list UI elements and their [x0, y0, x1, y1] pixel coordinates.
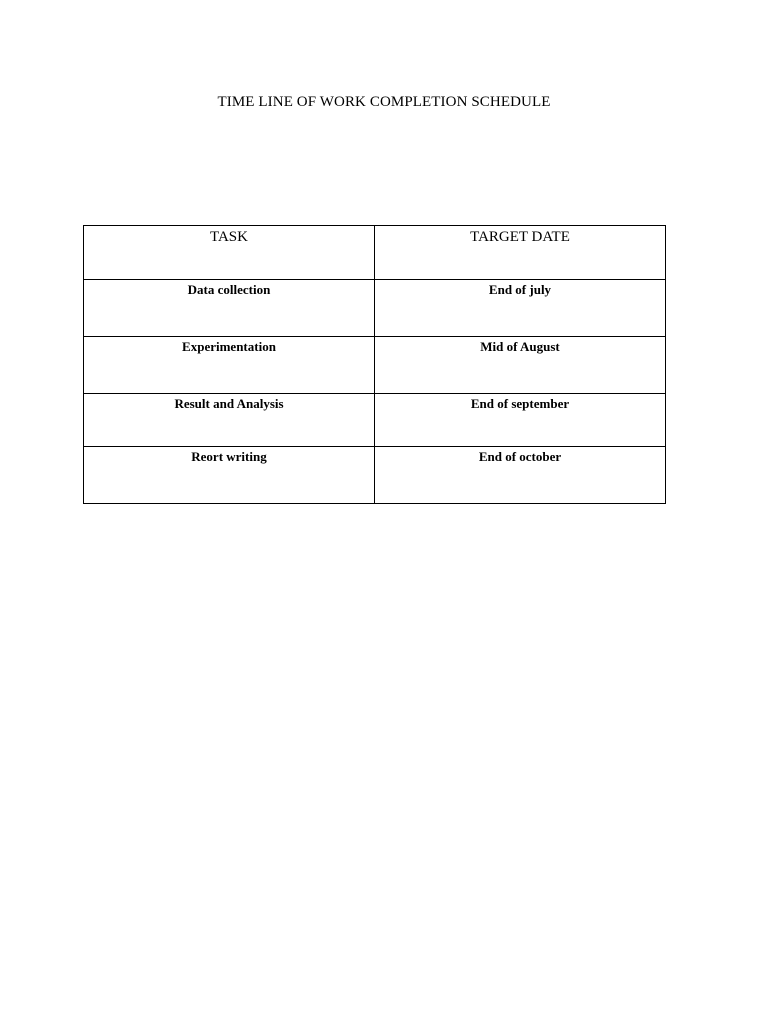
- task-cell: Result and Analysis: [84, 394, 375, 447]
- task-cell: Reort writing: [84, 447, 375, 504]
- page-title: TIME LINE OF WORK COMPLETION SCHEDULE: [217, 94, 551, 110]
- target-date-cell: End of september: [375, 394, 666, 447]
- target-date-cell: End of july: [375, 280, 666, 337]
- target-date-cell: Mid of August: [375, 337, 666, 394]
- task-cell: Experimentation: [84, 337, 375, 394]
- table-row: [84, 394, 666, 447]
- header-task: TASK: [84, 226, 375, 280]
- table-row: [84, 447, 666, 504]
- table-row: [84, 337, 666, 394]
- header-target-date: TARGET DATE: [375, 226, 666, 280]
- table-row: [84, 280, 666, 337]
- task-cell: Data collection: [84, 280, 375, 337]
- schedule-table: [83, 225, 666, 504]
- table-header-row: [84, 226, 666, 280]
- target-date-cell: End of october: [375, 447, 666, 504]
